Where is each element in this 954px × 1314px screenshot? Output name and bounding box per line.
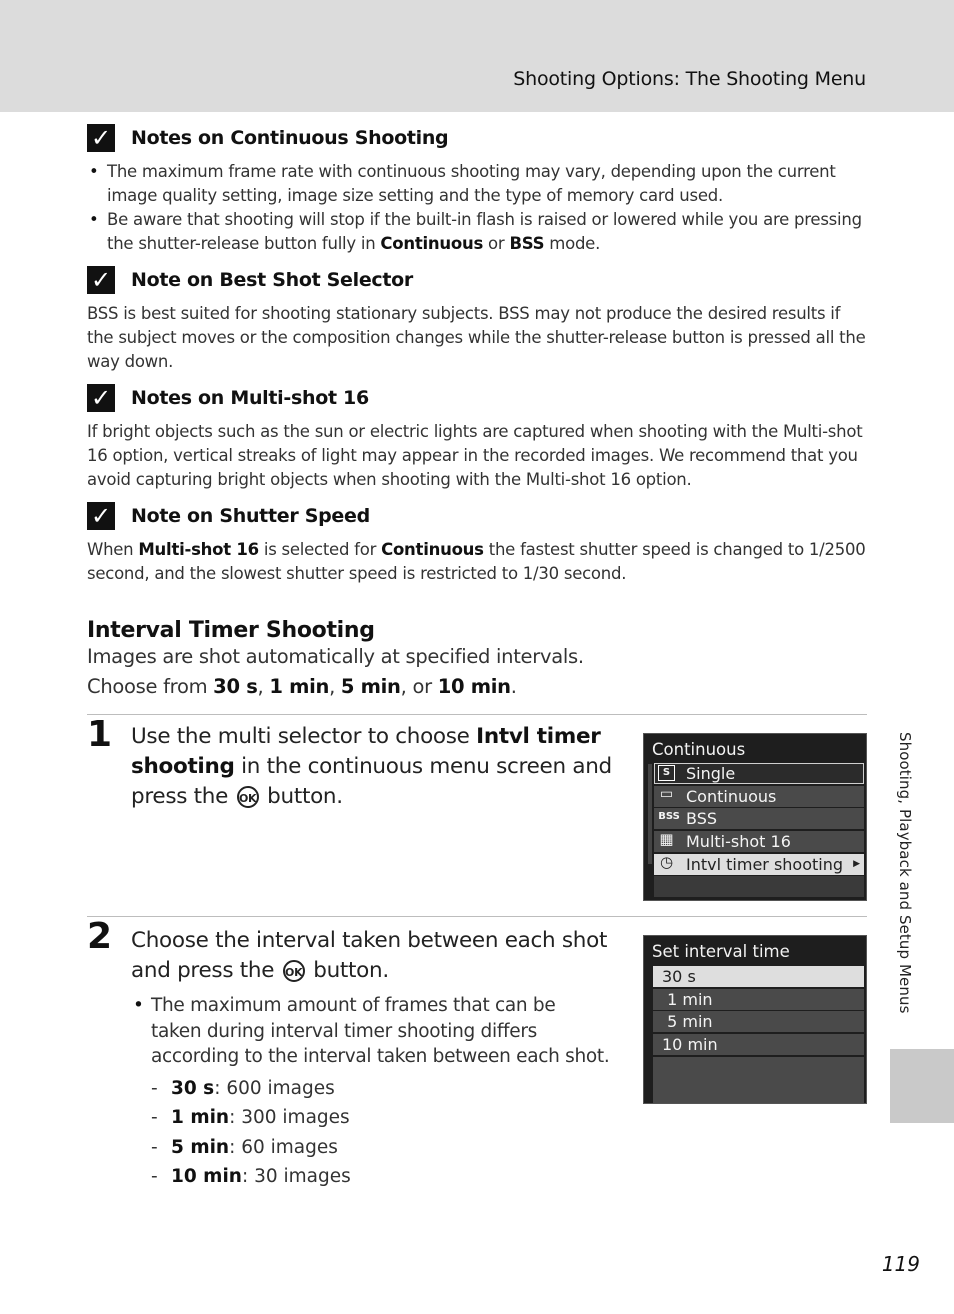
single-frame-icon: S <box>658 765 675 781</box>
interval-option[interactable]: 5 min <box>653 1011 864 1032</box>
menu-empty-row <box>654 876 864 897</box>
list-item: - 30 s: 600 images <box>151 1074 611 1104</box>
note-title: Notes on Multi-shot 16 <box>131 387 369 409</box>
camera-screen-interval <box>643 935 867 1104</box>
note-body: If bright objects such as the sun or electric lights are captured when shooting with the Multi-shot 16 option, vertical streaks of light may appear in the recorded images. We recommend that you avoid capturing bright objects when shooting with the Multi-shot 16 option. <box>87 422 863 489</box>
side-tab <box>890 1049 954 1123</box>
arrow-right-icon: ▶ <box>853 858 860 869</box>
menu-item-intvl-timer[interactable]: ◷ Intvl timer shooting ▶ <box>654 854 864 875</box>
step-instruction: Use the multi selector to choose Intvl timer shooting in the continuous menu screen and press the OK button. <box>131 724 612 809</box>
checkmark-icon: ✓ <box>87 384 115 412</box>
section-lead: Images are shot automatically at specified intervals. <box>87 645 584 668</box>
list-item: - 10 min: 30 images <box>151 1162 611 1192</box>
checkmark-icon: ✓ <box>87 124 115 152</box>
camera-screen-continuous <box>643 733 867 901</box>
page-number: 119 <box>881 1252 920 1276</box>
note-shutter-speed <box>87 502 867 586</box>
note-multi-shot-16 <box>87 384 867 492</box>
menu-item-bss[interactable]: BSS BSS <box>654 808 864 829</box>
interval-option[interactable]: 1 min <box>653 989 864 1010</box>
ok-button-icon: OK <box>283 960 305 982</box>
running-header: Shooting Options: The Shooting Menu <box>513 68 866 90</box>
header-band <box>0 0 954 112</box>
list-item: - 1 min: 300 images <box>151 1103 611 1133</box>
ok-button-icon: OK <box>237 786 259 808</box>
step-instruction: Choose the interval taken between each shot and press the OK button. <box>131 928 608 983</box>
note-title: Note on Shutter Speed <box>131 505 370 527</box>
divider <box>87 916 867 917</box>
scrollbar <box>648 764 652 864</box>
divider <box>87 714 867 715</box>
menu-item-single[interactable]: S Single <box>654 763 864 784</box>
menu-empty-area <box>653 1057 864 1103</box>
list-item: • The maximum amount of frames that can be taken during interval timer shooting differs according to the interval taken between each shot. <box>131 993 611 1070</box>
menu-item-continuous[interactable]: ▭ Continuous <box>654 786 864 807</box>
note-best-shot-selector <box>87 266 867 374</box>
step-number: 1 <box>87 714 113 755</box>
screen-title: Set interval time <box>652 942 790 961</box>
multi-shot-icon: ▦ <box>659 830 674 849</box>
note-title: Note on Best Shot Selector <box>131 269 414 291</box>
step-number: 2 <box>87 916 113 957</box>
menu-item-multi-shot-16[interactable]: ▦ Multi-shot 16 <box>654 831 864 852</box>
note-body: When Multi-shot 16 is selected for Continuous the fastest shutter speed is changed to 1/2500 second, and the slowest shutter speed is restricted to 1/30 second. <box>87 540 866 583</box>
note-continuous-shooting <box>87 124 867 256</box>
checkmark-icon: ✓ <box>87 502 115 530</box>
interval-option[interactable]: 30 s <box>653 966 864 987</box>
note-title: Notes on Continuous Shooting <box>131 127 449 149</box>
screen-title: Continuous <box>652 740 746 759</box>
side-tab-label: Shooting, Playback and Setup Menus <box>896 732 914 1014</box>
list-item: • Be aware that shooting will stop if the built-in flash is raised or lowered while you are pressing the shutter-release button fully in Continuous or BSS mode. <box>87 208 867 256</box>
section-title: Interval Timer Shooting <box>87 618 375 643</box>
list-item: • The maximum frame rate with continuous shooting may vary, depending upon the current image quality setting, image size setting and the type of memory card used. <box>87 160 867 208</box>
interval-option[interactable]: 10 min <box>653 1034 864 1055</box>
checkmark-icon: ✓ <box>87 266 115 294</box>
list-item: - 5 min: 60 images <box>151 1133 611 1163</box>
frame-limits <box>131 993 611 1192</box>
continuous-icon: ▭ <box>659 785 674 802</box>
note-body: BSS is best suited for shooting stationary subjects. BSS may not produce the desired results if the subject moves or the composition changes while the shutter-release button is pressed all the way down. <box>87 304 866 371</box>
section-options: Choose from 30 s, 1 min, 5 min, or 10 min. <box>87 675 517 698</box>
bss-icon: BSS <box>658 811 680 823</box>
timer-icon: ◷ <box>659 852 674 871</box>
